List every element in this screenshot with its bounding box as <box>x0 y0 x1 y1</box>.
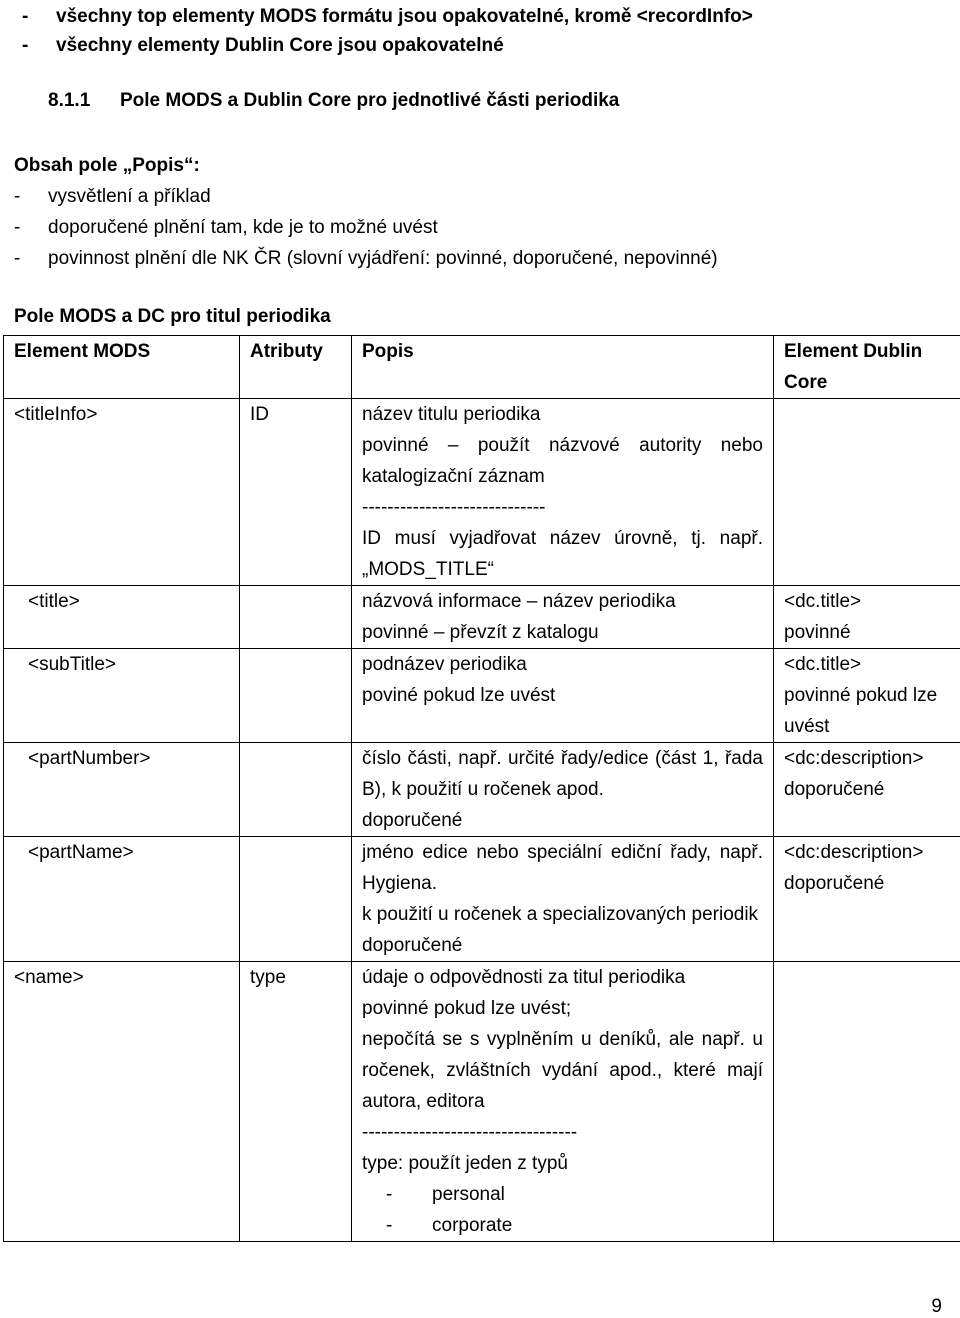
cell-mods: <name> <box>4 962 240 1242</box>
cell-desc: číslo části, např. určité řady/edice (část 1, řada B), k použití u ročenek apod. doporučené <box>352 743 774 837</box>
intro-bullet-list <box>14 2 753 60</box>
header-attributes: Atributy <box>240 336 352 399</box>
list-item: - všechny top elementy MODS formátu jsou opakovatelné, kromě <recordInfo> <box>22 6 753 27</box>
header-element-mods: Element MODS <box>4 336 240 399</box>
cell-desc: údaje o odpovědnosti za titul periodika povinné pokud lze uvést; nepočítá se s vyplněním u deníků, ale např. u ročenek, zvláštních vydání apod., které mají autora, editora ---------------------------------- type: použít jeden z typů - personal - corporate <box>352 962 774 1242</box>
list-item: - vysvětlení a příklad <box>14 186 211 207</box>
cell-desc: název titulu periodika povinné – použít názvové autority nebo katalogizační záznam ----------------------------- ID musí vyjadřovat název úrovně, tj. např. „MODS_TITLE“ <box>352 399 774 586</box>
cell-dc: <dc:description> doporučené <box>774 837 960 962</box>
cell-dc: <dc:description> doporučené <box>774 743 960 837</box>
cell-attr <box>240 743 352 837</box>
cell-mods: <titleInfo> <box>4 399 240 586</box>
table-row <box>4 962 960 1242</box>
cell-attr <box>240 586 352 649</box>
table-row <box>4 586 960 649</box>
section-number: 8.1.1 <box>48 90 91 111</box>
section-heading <box>48 90 619 112</box>
page-number: 9 <box>931 1296 942 1317</box>
table-row <box>4 649 960 743</box>
cell-desc: jméno edice nebo speciální ediční řady, např. Hygiena. k použití u ročenek a specializovaných periodik doporučené <box>352 837 774 962</box>
cell-attr <box>240 649 352 743</box>
cell-desc: podnázev periodika poviné pokud lze uvést <box>352 649 774 743</box>
table-row <box>4 399 960 586</box>
table-caption: Pole MODS a DC pro titul periodika <box>14 306 331 327</box>
list-item: - corporate <box>386 1215 513 1236</box>
cell-attr <box>240 837 352 962</box>
cell-dc <box>774 399 960 586</box>
header-element-dc: Element Dublin Core <box>774 336 960 399</box>
list-item: - všechny elementy Dublin Core jsou opakovatelné <box>22 35 504 56</box>
cell-desc: názvová informace – název periodika povinné – převzít z katalogu <box>352 586 774 649</box>
cell-attr: ID <box>240 399 352 586</box>
cell-mods: <partName> <box>4 837 240 962</box>
cell-dc: <dc.title> povinné <box>774 586 960 649</box>
list-item: - povinnost plnění dle NK ČR (slovní vyjádření: povinné, doporučené, nepovinné) <box>14 248 718 269</box>
popis-description <box>14 150 718 274</box>
section-title: Pole MODS a Dublin Core pro jednotlivé části periodika <box>120 90 620 111</box>
header-popis: Popis <box>352 336 774 399</box>
popis-title: Obsah pole „Popis“: <box>14 155 200 176</box>
table-row <box>4 743 960 837</box>
cell-attr: type <box>240 962 352 1242</box>
table-header-row <box>4 336 960 399</box>
mods-dc-table <box>3 335 960 1242</box>
cell-mods: <partNumber> <box>4 743 240 837</box>
cell-mods: <title> <box>4 586 240 649</box>
cell-mods: <subTitle> <box>4 649 240 743</box>
table-row <box>4 837 960 962</box>
list-item: - personal <box>386 1184 505 1205</box>
cell-dc: <dc.title> povinné pokud lze uvést <box>774 649 960 743</box>
list-item: - doporučené plnění tam, kde je to možné uvést <box>14 217 438 238</box>
cell-dc <box>774 962 960 1242</box>
